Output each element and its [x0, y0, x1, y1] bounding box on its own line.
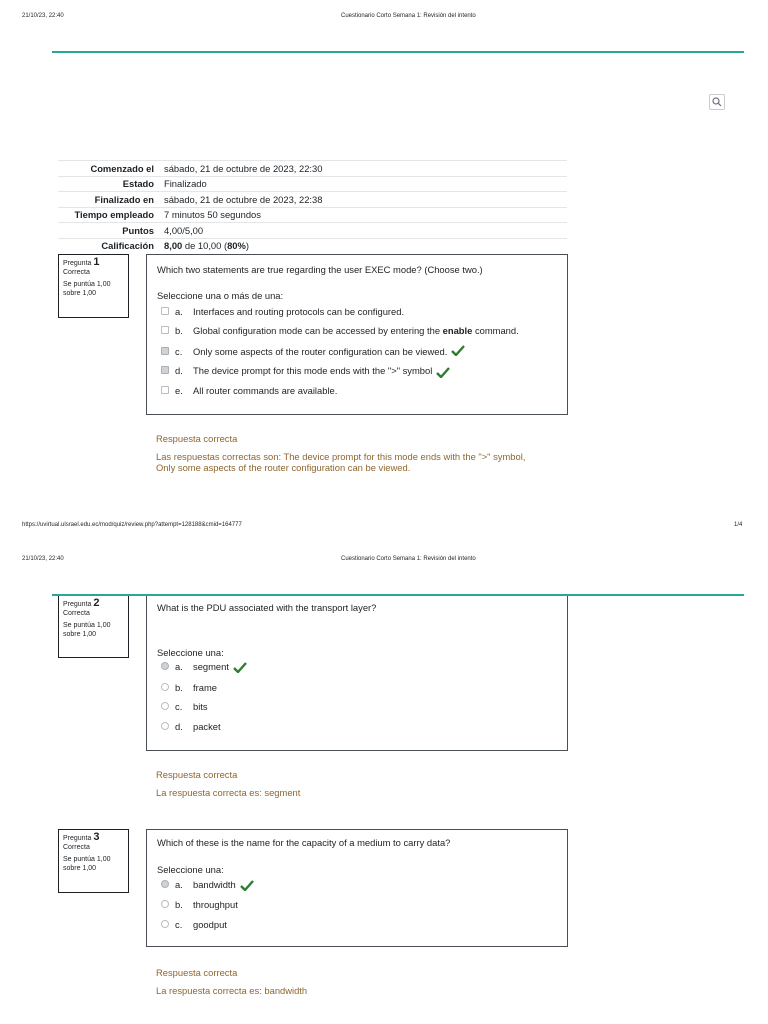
search-icon — [712, 97, 722, 107]
radio[interactable] — [161, 702, 169, 710]
print-footer-url: https://uvirtual.ulsrael.edu.ec/mod/quiz/review.php?attempt=128188&cmid=164777 — [22, 522, 242, 528]
option-text: goodput — [193, 918, 227, 930]
summary-label: Calificación — [58, 238, 160, 253]
question-number-label: Pregunta 3 — [63, 831, 100, 843]
summary-row — [58, 238, 567, 253]
option-text: Only some aspects of the router configuration can be viewed. — [193, 345, 448, 357]
question-text: What is the PDU associated with the transport layer? — [157, 602, 377, 613]
feedback-answer-line1: La respuesta correcta es: bandwidth — [156, 984, 308, 996]
option-letter: d. — [175, 364, 183, 376]
answer-option[interactable] — [161, 877, 254, 891]
summary-row — [58, 176, 567, 192]
option-letter: c. — [175, 918, 183, 930]
option-text: bandwidth — [193, 878, 236, 890]
question-status: Correcta — [63, 844, 90, 851]
answer-option[interactable] — [161, 719, 221, 733]
summary-value: Finalizado — [160, 176, 567, 192]
check-icon — [436, 367, 450, 380]
question-box-2 — [146, 596, 568, 751]
question-text: Which of these is the name for the capacity of a medium to carry data? — [157, 837, 451, 848]
answer-option[interactable] — [161, 699, 208, 713]
answer-prompt: Seleccione una: — [157, 647, 224, 658]
option-letter: c. — [175, 700, 183, 712]
print-header-date: 21/10/23, 22:40 — [22, 13, 64, 19]
answer-option[interactable] — [161, 344, 465, 358]
feedback-answer-line1: Las respuestas correctas son: The device prompt for this mode ends with the ">" symbol, — [156, 450, 526, 462]
answer-option[interactable] — [161, 383, 337, 397]
question-number-label: Pregunta 2 — [63, 597, 100, 609]
answer-option[interactable] — [161, 363, 450, 377]
option-text: packet — [193, 720, 221, 732]
question-info-1 — [58, 254, 129, 318]
option-text: All router commands are available. — [193, 384, 338, 396]
option-letter: b. — [175, 681, 183, 693]
check-icon — [233, 662, 247, 675]
question-score-line1: Se puntúa 1,00 — [63, 281, 111, 288]
checkbox-checked[interactable] — [161, 366, 169, 374]
answer-option[interactable] — [161, 304, 404, 318]
question-number-label: Pregunta 1 — [63, 256, 100, 268]
grade-end: ) — [245, 240, 249, 252]
answer-option[interactable] — [161, 659, 247, 673]
grade-percent: 80% — [227, 240, 246, 252]
feedback-1 — [156, 433, 525, 474]
checkbox[interactable] — [161, 307, 169, 315]
summary-label: Estado — [58, 176, 160, 192]
print-header-title: Cuestionario Corto Semana 1: Revisión del intento — [341, 13, 476, 19]
question-number: 1 — [93, 256, 100, 268]
feedback-2 — [156, 769, 300, 798]
option-text: Global configuration mode can be accessed by entering the enable command. — [193, 324, 519, 336]
question-score-line1: Se puntúa 1,00 — [63, 622, 111, 629]
search-button[interactable] — [709, 94, 725, 110]
radio[interactable] — [161, 920, 169, 928]
question-number: 3 — [93, 831, 100, 843]
question-status: Correcta — [63, 610, 90, 617]
option-text: The device prompt for this mode ends with the ">" symbol — [193, 364, 433, 376]
summary-row — [58, 207, 567, 223]
summary-label: Finalizado en — [58, 192, 160, 208]
option-letter: d. — [175, 720, 183, 732]
radio[interactable] — [161, 683, 169, 691]
feedback-answer-line2: Only some aspects of the router configuration can be viewed. — [156, 462, 411, 473]
summary-value: sábado, 21 de octubre de 2023, 22:30 — [160, 161, 567, 177]
radio[interactable] — [161, 900, 169, 908]
print-header-date: 21/10/23, 22:40 — [22, 556, 64, 562]
summary-value — [160, 238, 567, 253]
feedback-title: Respuesta correcta — [156, 967, 238, 978]
check-icon — [451, 345, 465, 358]
option-text: bits — [193, 700, 208, 712]
summary-value: sábado, 21 de octubre de 2023, 22:38 — [160, 192, 567, 208]
top-accent-line — [52, 51, 744, 53]
answer-option[interactable] — [161, 323, 519, 337]
grade-mid: de 10,00 ( — [182, 240, 228, 252]
radio-selected[interactable] — [161, 662, 169, 670]
option-letter: a. — [175, 660, 183, 672]
summary-label: Comenzado el — [58, 161, 160, 177]
question-number: 2 — [93, 597, 100, 609]
radio[interactable] — [161, 722, 169, 730]
option-text: segment — [193, 660, 229, 672]
checkbox[interactable] — [161, 326, 169, 334]
check-icon — [240, 880, 254, 893]
grade-value: 8,00 — [164, 240, 183, 252]
answer-prompt: Seleccione una: — [157, 864, 224, 875]
question-score-line2: sobre 1,00 — [63, 631, 97, 638]
summary-row — [58, 161, 567, 177]
summary-row — [58, 192, 567, 208]
option-text: frame — [193, 681, 217, 693]
summary-label: Puntos — [58, 223, 160, 239]
feedback-answer-line1: La respuesta correcta es: segment — [156, 786, 301, 798]
option-letter: e. — [175, 384, 183, 396]
question-info-2 — [58, 596, 129, 658]
print-header-title: Cuestionario Corto Semana 1: Revisión del intento — [341, 556, 476, 562]
option-letter: b. — [175, 324, 183, 336]
option-text: throughput — [193, 898, 238, 910]
answer-option[interactable] — [161, 897, 238, 911]
feedback-title: Respuesta correcta — [156, 433, 238, 444]
summary-value: 4,00/5,00 — [160, 223, 567, 239]
question-text: Which two statements are true regarding the user EXEC mode? (Choose two.) — [157, 264, 483, 275]
question-score-line2: sobre 1,00 — [63, 865, 97, 872]
checkbox[interactable] — [161, 386, 169, 394]
attempt-summary-table — [58, 160, 567, 253]
question-box-1 — [146, 254, 568, 415]
checkbox-checked[interactable] — [161, 347, 169, 355]
option-text: Interfaces and routing protocols can be configured. — [193, 305, 405, 317]
answer-option[interactable] — [161, 917, 227, 931]
question-status: Correcta — [63, 269, 90, 276]
answer-prompt: Seleccione una o más de una: — [157, 290, 284, 301]
option-letter: c. — [175, 345, 183, 357]
radio-selected[interactable] — [161, 880, 169, 888]
question-score-line2: sobre 1,00 — [63, 290, 97, 297]
question-info-3 — [58, 829, 129, 893]
option-letter: a. — [175, 305, 183, 317]
feedback-title: Respuesta correcta — [156, 769, 238, 780]
option-letter: a. — [175, 878, 183, 890]
summary-value: 7 minutos 50 segundos — [160, 207, 567, 223]
summary-row — [58, 223, 567, 239]
print-footer-page: 1/4 — [734, 522, 743, 528]
question-score-line1: Se puntúa 1,00 — [63, 856, 111, 863]
option-letter: b. — [175, 898, 183, 910]
feedback-3 — [156, 967, 307, 996]
question-box-3 — [146, 829, 568, 947]
summary-label: Tiempo empleado — [58, 207, 160, 223]
answer-option[interactable] — [161, 680, 217, 694]
